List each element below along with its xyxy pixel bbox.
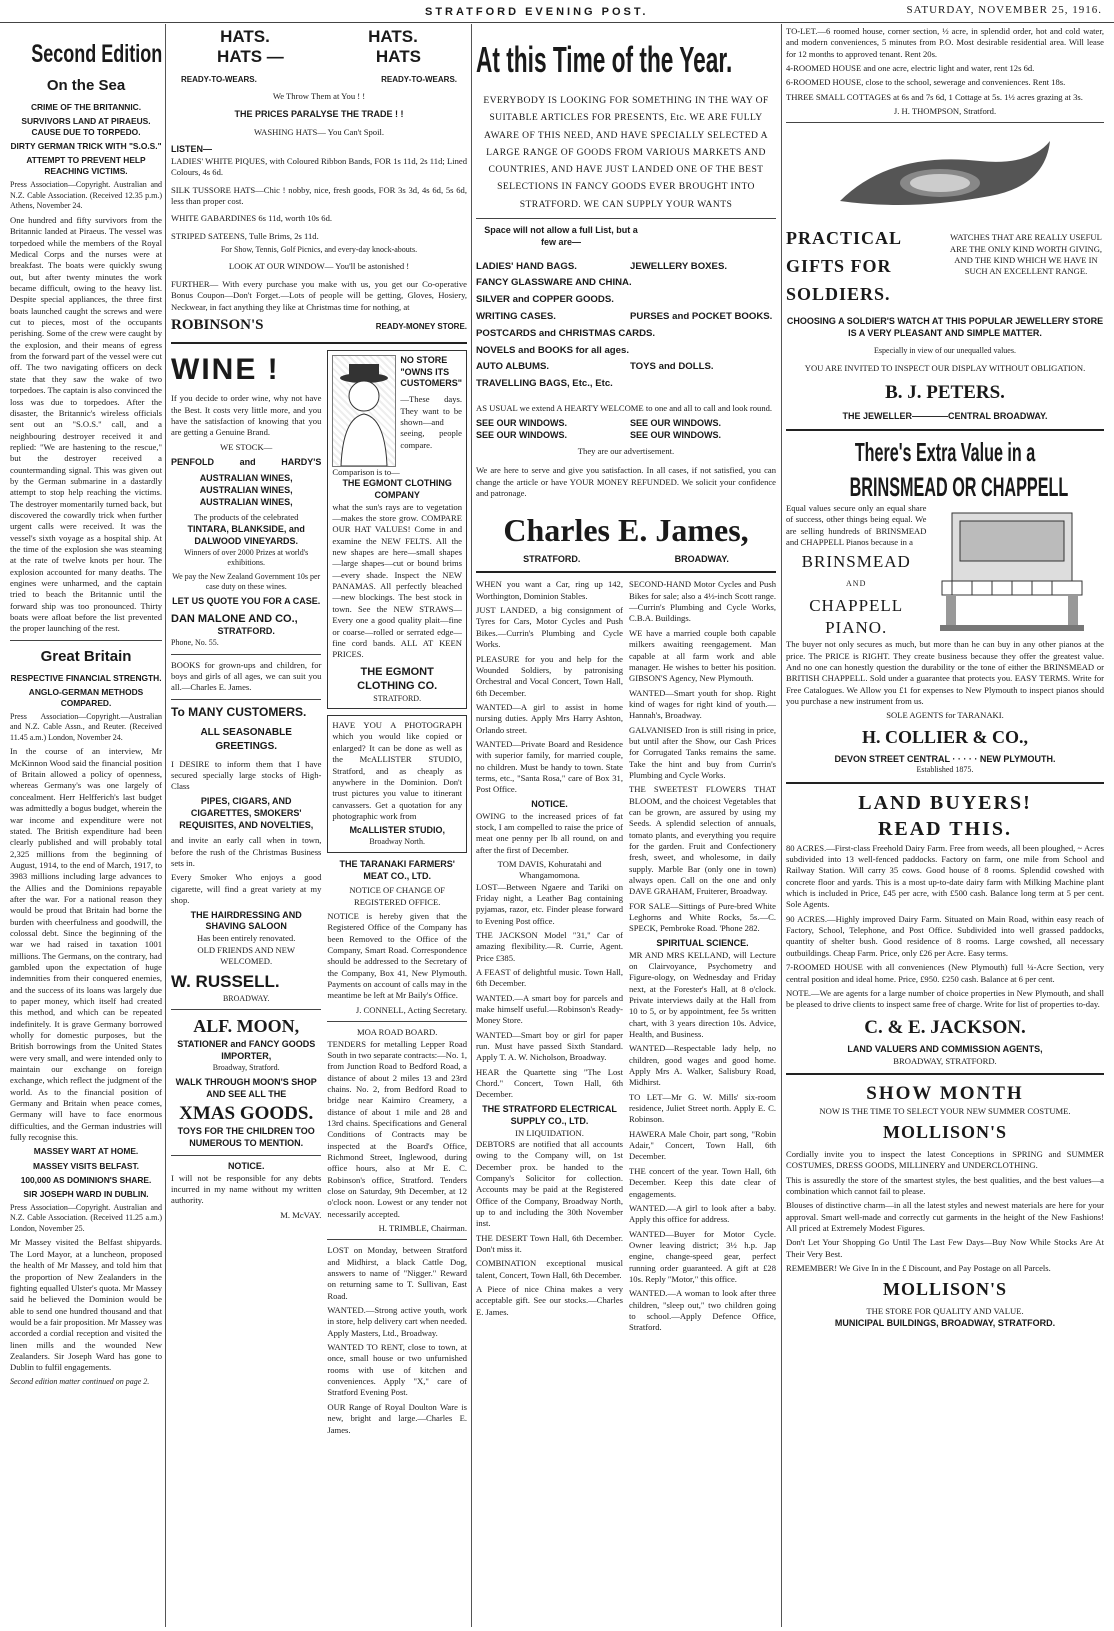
notice-heading: NOTICE.: [531, 798, 568, 809]
studio-name: McALLISTER STUDIO,: [349, 825, 445, 836]
classified-ad: WHEN you want a Car, ring up 142, Worthington, Dominion Stables.: [476, 579, 623, 601]
invited-text: YOU ARE INVITED TO INSPECT OUR DISPLAY WITHOUT OBLIGATION.: [804, 362, 1086, 373]
notice-sign: TOM DAVIS, Kohuratahi and Whangamomona.: [497, 858, 602, 881]
greeting-many: To MANY CUSTOMERS.: [171, 704, 307, 719]
issue-date: SATURDAY, NOVEMBER 25, 1916.: [906, 4, 1102, 16]
malone-name: DAN MALONE AND CO.,: [171, 612, 298, 625]
edition-heading: Second Edition: [31, 40, 162, 68]
notice-body: OWING to the increased prices of fat stock, I am compelled to raise the price of meat one penny per lb all round, on and after the first of December.: [476, 810, 623, 855]
tolet-ad: 6-ROOMED HOUSE, close to the school, sewerage and conveniences. Rent 18s.: [786, 77, 1066, 88]
hats-show: For Show, Tennis, Golf Picnics, and every-day knock-abouts.: [220, 244, 418, 254]
subheading: SIR JOSEPH WARD IN DUBLIN.: [23, 1188, 149, 1199]
moon-walk: WALK THROUGH MOON'S SHOP AND SEE ALL THE: [175, 1077, 317, 1100]
classified-ad: COMBINATION exceptional musical talent, Concert, Town Hall, 6th December.: [476, 1258, 623, 1280]
subheading: MASSEY VISITS BELFAST.: [33, 1160, 139, 1171]
ready-label: READY-TO-WEARS.: [181, 74, 257, 84]
land-note: NOTE.—We are agents for a large number of choice properties in New Plymouth, and shall be pleased to drive clients to inspect same free of charge. Write for list of properties to-day.: [786, 987, 1104, 1010]
invite-text: and invite an early call when in town, before the rush of the Christmas Business sets in.: [171, 835, 322, 869]
tolet-ad: TO-LET.—6 roomed house, corner section, ½ acre, in splendid order, hot and cold water, and modern conveniences, 5 minutes from P.O. Most desirable residential area. Will lease for 12 months to approved tenant. Rent 20s.: [786, 26, 1104, 59]
james-item: WRITING CASES.: [476, 310, 556, 322]
hats-line: We Throw Them at You ! !: [272, 91, 366, 102]
classified-ad: GALVANISED Iron is still rising in price, but until after the Show, our Cash Prices for Corrugated Tanks remains the same. Take the hint and buy from Currin's Plumbing and Cycle Works.: [629, 724, 776, 780]
classified-ad: LOST—Between Ngaere and Tariki on Friday night, a Leather Bag containing pyjamas, razor, etc. Finder please forward to Evening Post office.: [476, 881, 623, 926]
wine-line: AUSTRALIAN WINES,: [199, 484, 293, 495]
classified-ad: HAWERA Male Choir, part song, "Robin Adair," Concert, Town Hall, 6th December.: [629, 1128, 776, 1162]
mollison-text: REMEMBER! We Give In in the £ Discount, and Pay Postage on all Parcels.: [786, 1263, 1051, 1274]
james-street: BROADWAY.: [674, 553, 729, 564]
sole-agents: SOLE AGENTS for TARANAKI.: [886, 710, 1004, 721]
studio-addr: Broadway North.: [369, 837, 425, 847]
renovated-text: Has been entirely renovated.: [197, 933, 296, 944]
man-portrait-icon: [333, 356, 395, 466]
saloon-text: THE HAIRDRESSING AND SHAVING SALOON: [190, 909, 302, 932]
piano-body: The buyer not only secures as much, but more than he can buy in any other pianos at the price. The PRICE is RIGHT. They create business because they offer the greatest value. And no one can honestly question the durability or the tone of either the BRINSMEAD or BRITISH CHAPPELL. Sold under a guarantee that protects you. EASY TERMS. Write for Free Catalogues. We Allow you £1 for expenses to New Plymouth to inspect pianos should you purchase a new instrument from us.: [786, 639, 1104, 707]
spiritual-heading: SPIRITUAL SCIENCE.: [656, 937, 749, 948]
hats-line: THE PRICES PARALYSE THE TRADE ! !: [234, 108, 404, 119]
books-ad: BOOKS for grown-ups and children, for boys and girls of all ages, we can suit you all.—Charles E. James.: [171, 659, 322, 693]
egmont-heading: NO STORE "OWNS ITS CUSTOMERS": [400, 354, 462, 389]
newspaper-title: STRATFORD EVENING POST.: [425, 6, 649, 18]
subheading: 100,000 AS DOMINION'S SHARE.: [20, 1174, 152, 1185]
piano-brand: AND: [846, 579, 867, 589]
land-item: 80 ACRES.—First-class Freehold Dairy Farm. Free from weeds, all been ploughed, ~ Acres subdivided into 13 well-fenced paddocks. Factory on farm, one mile from School and Railway Station. Will carry 35 cows. Good house of 8 rooms. Splendid cowshed with concrete floor and yards. This is a most up-to-date dairy farm with Milking Machine plant which is included in Price, £45 per acre, with £500 cash. Balance long term at 5 per cent. Sole Agents.: [786, 842, 1104, 910]
hats-item: SILK TUSSORE HATS—Chic ! nobby, nice, fresh goods, FOR 3s 3d, 4s 6d, 5s 6d, less than proper cost.: [171, 184, 467, 206]
mollison-text: Blouses of distinctive charm—in all the latest styles and newest materials are here for your approval. Smart well-made and correctly cut garments in the height of the New Fashions! All priced at Extremely Modest Figures.: [786, 1200, 1104, 1234]
james-item: SILVER and COPPER GOODS.: [476, 294, 614, 306]
trimble-sign: H. TRIMBLE, Chairman.: [378, 1223, 467, 1234]
james-space: Space will not allow a full List, but a few are—: [484, 224, 638, 247]
article-body: In the course of an interview, Mr McKinnon Wood said the financial position of Britain allowed a policy of openness, whereas Germany's was one largely of concealment. Herr Helfferich's last budget was admittedly a bogus budget, wherein the war income and expenditure were not stated. The British expenditure had been clearly published and will probably total 2,325 millions from the beginning of August, 1914, to the end of March, 1917, to 3983 millions including large advances to the Allies and the Dominions repayable after the war. For a national reason they would be proud that Britain had borne the burden with cheerfulness and goodwill, the colossal debt. Since the beginning of the war we had raised in taxation 1001 millions. The Germans, on the contrary, had gambled upon the expectation of huge indemnities from their conquered enemies, and the success of its loans was largely due to paper money, which itself had created this method, and which can be repeated indefinitely. It is grave Germany borrowed wholly for domestic purposes, but the British borrowings from the United States were very small, and were intended only to maintain our exchange on foreign exchange, which reflect the judgment of the world. As to the financial position of Germany and Britain when peace comes, Germany will have to face enormous difficulties, and the German industries will fully recognise this.: [10, 746, 162, 1143]
classified-ad: WANTED—Smart youth for shop. Right kind of wages for right kind of youth.—Hannah's, Broadway.: [629, 687, 776, 721]
wine-products: The products of the celebrated: [193, 512, 299, 523]
illustration-man-in-hat: [332, 355, 396, 467]
column-ads-left: [171, 26, 467, 1631]
hats-item: LADIES' WHITE PIQUES, with Coloured Ribbon Bands, FOR 1s 11d, 2s 11d; Lined Colours, 4s 6d.: [171, 155, 467, 178]
piano-brand: CHAPPELL: [809, 596, 904, 616]
james-windows: SEE OUR WINDOWS.: [476, 430, 568, 441]
russell-addr: BROADWAY.: [222, 993, 270, 1003]
show-sub: NOW IS THE TIME TO SELECT YOUR NEW SUMMER COSTUME.: [819, 1105, 1071, 1116]
james-item: JEWELLERY BOXES.: [630, 260, 728, 272]
notice-change-heading: NOTICE OF CHANGE OF REGISTERED OFFICE.: [349, 885, 446, 907]
piano-brand: BRINSMEAD: [801, 552, 911, 572]
classified-ad: A Piece of nice China makes a very acceptable gift. See our stocks.—Charles E. James.: [476, 1283, 623, 1317]
column-rule: [781, 24, 782, 1627]
piano-icon: [932, 503, 1092, 633]
mollison-quality: THE STORE FOR QUALITY AND VALUE.: [866, 1306, 1024, 1317]
james-serve: We are here to serve and give you satisfaction. In all cases, if not satisfied, you can change the article or have YOUR MONEY REFUNDED. We solicit your confidence and patronage.: [476, 465, 776, 498]
jackson-addr: BROADWAY, STRATFORD.: [893, 1055, 997, 1066]
egmont-ad: [327, 350, 467, 709]
masthead: [0, 0, 1114, 23]
mollison-name: MOLLISON'S: [882, 1122, 1008, 1143]
brand-penfold: PENFOLD: [171, 456, 215, 467]
classified-ad: PLEASURE for you and help for the Wounded Soldiers, by patronising Orchestral and Vocal Concert, Town Hall, 6th December.: [476, 653, 623, 698]
classified-ad: WANTED.—A girl to look after a baby. Apply this office for address.: [629, 1202, 776, 1225]
mollison-addr: MUNICIPAL BUILDINGS, BROADWAY, STRATFORD.: [834, 1317, 1056, 1328]
classified-ad: THE DESERT Town Hall, 6th December. Don't miss it.: [476, 1232, 623, 1254]
column-ads-right: [786, 26, 1104, 1631]
tolet-ad: 4-ROOMED HOUSE and one acre, electric light and water, rent 12s 6d.: [786, 63, 1035, 74]
especially-text: Especially in view of our unequalled values.: [874, 346, 1016, 356]
egmont-town: STRATFORD.: [373, 693, 422, 703]
classified-ad: WANTED—Respectable lady help, no children, good wages and good home. Apply Mrs A. Walker, Salisbury Road, Midhirst.: [629, 1043, 776, 1088]
moa-heading: MOA ROAD BOARD.: [356, 1027, 438, 1038]
dateline: Press Association—Copyright.—Australian and N.Z. Cable Assn., and Reuter. (Received 11.45 a.m.) London, November 24.: [10, 711, 162, 742]
listen-label: LISTEN—: [171, 143, 213, 154]
egmont-sign: THE EGMONT CLOTHING CO.: [357, 665, 438, 693]
classified-ad: WANTED—Private Board and Residence with superior family, for married couple, no children. Must be handy to town. State terms, etc., "Santa Rosa," care of Box 31, Post Office.: [476, 738, 623, 795]
james-windows: SEE OUR WINDOWS.: [630, 418, 722, 429]
piano-brands-heading: BRINSMEAD OR CHAPPELL: [849, 472, 1069, 502]
classified-ad: LOST on Monday, between Stratford and Midhirst, a black Cattle Dog, answers to name of "Nigger." Reward on returning same to T. Sullivan, East Road.: [327, 1245, 467, 1301]
choosing-text: CHOOSING A SOLDIER'S WATCH AT THIS POPULAR JEWELLERY STORE IS A VERY PLEASANT AND SIMPLE MATTER.: [786, 316, 1104, 339]
established: Established 1875.: [916, 765, 974, 775]
liquidation-label: IN LIQUIDATION.: [515, 1127, 584, 1138]
classified-ad: WANTED—Buyer for Motor Cycle. Owner leaving district; 3½ h.p. Jap engine, change-speed gear, perfect running order guaranteed. A gift at £28 10s. Reply "Motor," this office.: [629, 1228, 776, 1284]
smoker-text: Every Smoker Who enjoys a good cigarette, will find a great variety at my shop.: [171, 872, 322, 906]
subheading: CRIME OF THE BRITANNIC.: [30, 101, 142, 112]
wine-duty: We pay the New Zealand Government 10s per case duty on these wines.: [172, 571, 321, 592]
classified-ad: OUR Range of Royal Doulton Ware is new, bright and large.—Charles E. James.: [327, 1401, 467, 1435]
land-item: 90 ACRES.—Highly improved Dairy Farm. Situated on Main Road, within easy reach of Factory, School, Telephone, and Post Office. Subdivided into well grassed paddocks, quantity of shelter bush. Good residence of 8 rooms. Large cowshed, all necessary outbuildings. Cheap Farm. Price, only £26 per Acre. Easy terms.: [786, 913, 1104, 958]
pipes-text: PIPES, CIGARS, AND CIGARETTES, SMOKERS' REQUISITES, AND NOVELTIES,: [179, 795, 314, 830]
classified-ad: JUST LANDED, a big consignment of Tyres for Cars, Motor Cycles and Push Bikes.—Currin's Plumbing and Cycle Works.: [476, 605, 623, 650]
article-body: One hundred and fifty survivors from the Britannic landed at Piraeus. The vessel was torpedoed while the members of the Royal Medical Corps and the nurses were at breakfast. The boats were quickly swung out, but after twenty minutes the work became difficult, owing to the heavy list. Despite special appliances, the three first boats launched caught the screws and were cut to pieces, most of the occupants perishing. Some of the crew were caught by the explosion, and their means of egress from the forward part of the vessel were cut off. The two navigating officers on deck state that they saw the wake of two torpedoes. The captain is also convinced the loss was due to torpedoes. After the disaster, the Britannic's wireless officials sent out an "S.O.S." call, and a neighbouring destroyer received it and replied: "We are hastening to the rescue," but the destroyer received a countermanding signal. This was given out by the German submarine in a dastardly attempt to stop help reaching the victims. The destroyer momentarily turned back, but discovered the cowardly trick when further urgent calls were received. It was the vessel's sixth voyage as a hospital ship. At the time of the explosion she was steaming at the rate of twelve knots per hour. The explosion accounted for many deaths. The engines were unharmed, and the captain tried to beach the Britannic until the forward ship was too pronounced. Thirty boats were afloat before the list prevented the proper launching of the rest.: [10, 215, 162, 634]
wine-stock-label: WE STOCK—: [220, 441, 273, 452]
malone-town: STRATFORD.: [217, 626, 275, 637]
extra-value-heading: There's Extra Value in a: [854, 437, 1036, 467]
hats-subheading: HATS — HATS: [217, 47, 421, 67]
dateline: Press Association—Copyright. Australian and N.Z. Cable Association. (Received 11.25 a.m.) London, November 25.: [10, 1202, 162, 1233]
wine-winners: Winners of over 2000 Prizes at world's exhibitions.: [184, 547, 309, 568]
classified-ad: SECOND-HAND Motor Cycles and Push Bikes for sale; also a 4½-inch Scott range.—Currin's Plumbing and Cycle Works, C.B.A. Buildings.: [629, 579, 776, 624]
moon-addr: Broadway, Stratford.: [212, 1062, 280, 1072]
egmont-name: THE EGMONT CLOTHING COMPANY: [342, 477, 452, 500]
thompson-sign: J. H. THOMPSON, Stratford.: [893, 106, 997, 117]
classified-ad: THE SWEETEST FLOWERS THAT BLOOM, and the choicest Vegetables that can be grown, are assured by using my Seeds. A splendid selection of annuals, tomato plants, and everything you require for the garden. Fruit and Confectionery fresh, sweet, and wholesome, in daily supply. Marble Bar (only one in town) always open. Call on the one and only DAVE GRAHAM, Fruiterer, Broadway.: [629, 784, 776, 897]
hats-look: LOOK AT OUR WINDOW— You'll be astonished !: [228, 261, 410, 272]
classified-ad: WANTED.—A smart boy for parcels and make himself useful.—Robinson's Ready-Money Store.: [476, 992, 623, 1026]
classified-ad: WANTED.—A woman to look after three children, "sleep out," two children going to school.—Apply Defence Office, Stratford.: [629, 1288, 776, 1333]
classified-ad: HEAR the Quartette sing "The Lost Chord." Concert, Town Hall, 6th December.: [476, 1066, 623, 1100]
robinsons-name: ROBINSON'S: [171, 316, 264, 333]
taranaki-heading: THE TARANAKI FARMERS' MEAT CO., LTD.: [339, 858, 455, 881]
column-rule: [165, 24, 166, 1627]
james-windows: SEE OUR WINDOWS.: [476, 418, 568, 429]
classified-ad: WANTED—A girl to assist in home nursing duties. Apply Mrs Harry Ashton, Orlando street.: [476, 701, 623, 735]
wine-intro: If you decide to order wine, why not have the Best. It costs very little more, and you have the satisfaction of knowing that you are getting a Genuine Brand.: [171, 393, 322, 438]
mollison-name: MOLLISON'S: [882, 1279, 1008, 1300]
section-heading: On the Sea: [46, 77, 126, 94]
photo-body: HAVE YOU A PHOTOGRAPH which you would like copied or enlarged? It can be done as well as the McALLISTER STUDIO, Stratford, and as cheaply as anywhere in the Dominion. Don't trust pictures you value to itinerant canvassers. Get a quotation for any photographic work from: [332, 720, 462, 821]
show-heading: SHOW MONTH: [866, 1082, 1024, 1104]
notice-body: I will not be responsible for any debts incurred in my name without my written authority.: [171, 1172, 322, 1206]
james-town: STRATFORD.: [523, 553, 581, 564]
land-subheading: READ THIS.: [877, 818, 1013, 841]
subheading: DIRTY GERMAN TRICK WITH "S.O.S.": [10, 141, 162, 152]
hats-line: WASHING HATS— You Can't Spoil.: [254, 126, 384, 137]
wine-vineyards: TINTARA, BLANKSIDE, and DALWOOD VINEYARDS.: [187, 523, 305, 546]
classified-ad: WE have a married couple both capable milkers awaiting reengagement. Man capable at all farm work and able manager. He wishes to better his position. GIBSON'S Agency, New Plymouth.: [629, 627, 776, 684]
column-ads-middle: [476, 26, 776, 1631]
subheading: RESPECTIVE FINANCIAL STRENGTH.: [10, 672, 162, 683]
wine-line: AUSTRALIAN WINES,: [199, 496, 293, 507]
notice-heading: NOTICE.: [227, 1160, 265, 1171]
land-heading: LAND BUYERS!: [858, 791, 1032, 814]
brand-hardys: HARDY'S: [281, 456, 322, 467]
classified-ad: WANTED TO RENT, close to town, at once, small house or two unfurnished rooms with use of kitchen and conveniences. Apply "X," care of Stratford Evening Post.: [327, 1342, 467, 1398]
james-welcome: AS USUAL we extend A HEARTY WELCOME to one and all to call and look round.: [476, 402, 773, 413]
wine-quote: LET US QUOTE YOU FOR A CASE.: [172, 595, 321, 606]
watch-icon: [830, 131, 1060, 221]
moon-name: ALF. MOON,: [193, 1016, 300, 1037]
peters-name: B. J. PETERS.: [885, 382, 1005, 404]
tolet-ad: THREE SMALL COTTAGES at 6s and 7s 6d, 1 Cottage at 5s. 1½ acres grazing at 3s.: [786, 91, 1083, 102]
wine-heading: WINE !: [171, 352, 280, 386]
brand-and: and: [239, 456, 256, 467]
james-item: FANCY GLASSWARE AND CHINA.: [476, 277, 632, 289]
james-intro: EVERYBODY IS LOOKING FOR SOMETHING IN THE WAY OF SUITABLE ARTICLES FOR PRESENTS, Etc. WE ARE FULLY AWARE OF THIS NEED, AND HAVE SPECIALLY SELECTED A LARGE RANGE OF GOODS FROM VARIOUS MARKETS AND COUNTRIES, AND HAVE JUST LANDED ONE OF THE BEST SELECTIONS IN FANCY GOODS EVER BROUGHT INTO STRATFORD. WE CAN SUPPLY YOUR WANTS: [483, 95, 769, 210]
jackson-name: C. & E. JACKSON.: [864, 1016, 1026, 1038]
classified-ad: THE JACKSON Model "31," Car of amazing flexibility.—R. Currie, Agent. Price £385.: [476, 929, 623, 963]
watches-text: WATCHES THAT ARE REALLY USEFUL ARE THE ONLY KIND WORTH GIVING, AND THE KIND WHICH WE HAVE IN SUCH AN EXCELLENT RANGE.: [949, 232, 1103, 277]
photo-ad: [327, 715, 467, 853]
mollison-text: Cordially invite you to inspect the latest Conceptions in SPRING and SUMMER COSTUMES, DRESS GOODS, MILLINERY and UNDERCLOTHING.: [786, 1149, 1104, 1171]
desire-text: I DESIRE to inform them that I have secured specially large stocks of High-Class: [171, 758, 322, 792]
column-news: [10, 26, 162, 1631]
james-windows: SEE OUR WINDOWS.: [630, 430, 722, 441]
jeweller-line: THE JEWELLER————CENTRAL BROADWAY.: [842, 411, 1048, 422]
subheading: ATTEMPT TO PREVENT HELP REACHING VICTIMS.: [26, 155, 146, 177]
friends-text: OLD FRIENDS AND NEW WELCOMED.: [197, 944, 296, 966]
malone-phone: Phone, No. 55.: [171, 638, 219, 647]
notice-sign: M. McVAY.: [280, 1209, 322, 1220]
subheading: SURVIVORS LAND AT PIRAEUS. CAUSE DUE TO TORPEDO.: [21, 115, 151, 137]
watch-illustration: [786, 128, 1104, 224]
hats-item: STRIPED SATEENS, Tulle Brims, 2s 11d.: [171, 230, 319, 241]
ready-money-label: READY-MONEY STORE.: [375, 321, 467, 331]
subheading: MASSEY WART AT HOME.: [33, 1146, 139, 1157]
collier-name: H. COLLIER & CO.,: [861, 726, 1029, 747]
moon-role: STATIONER and FANCY GOODS IMPORTER,: [177, 1039, 316, 1061]
notice-change-body: NOTICE is hereby given that the Registered Office of the Company has been Removed to the Office of the Company, Smart Road. Correspondence should be addressed to the Secretary of the Company, Box 41, New Plymouth. Payments on account of calls may in the meantime be left at Mr Baily's Office.: [327, 911, 467, 1001]
classified-ad: WANTED—Smart boy or girl for paper run. Must have passed Sixth Standard. Apply T. A. W. Nicholson, Broadway.: [476, 1029, 623, 1063]
greeting-seasonable: ALL SEASONABLE GREETINGS.: [200, 727, 292, 752]
egmont-body: —These days. They want to be shown—and seeing, people compare.: [400, 394, 462, 450]
spiritual-body: MR AND MRS KELLAND, will Lecture on Clairvoyance, Psychometry and Figure-ology, on Wednesday and Friday next, at the Forester's Hall, at 8 o'clock. Private interviews daily at the Hall from 10 to 5, or by appointment, fee 5s written chart, with 3 years direction 10s. Advice, Health, and Business.: [629, 949, 776, 1040]
further-text: FURTHER— With every purchase you make with us, you get our Co-operative Bonus Coupon—Don't Forget.—Lots of people will be getting, Gloves, Hosiery, Neckwear, in fact anything they like at Christmas time for nothing, at: [171, 278, 467, 312]
james-headline: At this Time of the Year.: [476, 39, 733, 80]
james-item: PURSES and POCKET BOOKS.: [630, 310, 773, 322]
classified-ad: A FEAST of delightful music. Town Hall, 6th December.: [476, 966, 623, 989]
dateline: Press Association—Copyright. Australian and N.Z. Cable Association. (Received 12.35 p.m.) Athens, November 24.: [10, 180, 162, 211]
james-item: TOYS and DOLLS.: [630, 361, 714, 373]
james-item: TRAVELLING BAGS, Etc., Etc.: [476, 378, 613, 390]
jackson-role: LAND VALUERS AND COMMISSION AGENTS,: [847, 1043, 1043, 1054]
mollison-text: Don't Let Your Shopping Go Until The Last Few Days—Buy Now While Stocks Are At Their Very Best.: [786, 1237, 1104, 1259]
moon-toys: TOYS FOR THE CHILDREN TOO NUMEROUS TO MENTION.: [177, 1126, 315, 1149]
collier-addr: DEVON STREET CENTRAL · · · · · NEW PLYMOUTH.: [834, 753, 1056, 764]
classified-ad: FOR SALE—Sittings of Pure-bred White Leghorns and White Rocks, 5s.—C. SPECK, Pembroke Road. 'Phone 282.: [629, 900, 776, 934]
xmas-goods: XMAS GOODS.: [179, 1103, 314, 1125]
hats-item: WHITE GABARDINES 6s 11d, worth 10s 6d.: [171, 213, 333, 224]
connell-sign: J. CONNELL, Acting Secretary.: [355, 1004, 467, 1015]
subheading: ANGLO-GERMAN METHODS COMPARED.: [28, 686, 144, 708]
wine-line: AUSTRALIAN WINES,: [199, 472, 293, 483]
section-heading: Great Britain: [40, 647, 132, 665]
land-item: 7-ROOMED HOUSE with all conveniences (New Plymouth) full ¼-Acre Section, very central position and ideal home. Price, £950. £250 cash. Balance at 6 per cent.: [786, 962, 1104, 984]
electrical-heading: THE STRATFORD ELECTRICAL SUPPLY CO., LTD.: [482, 1103, 617, 1126]
column-rule: [471, 24, 472, 1627]
piano-intro: Equal values secure only an equal share of success, other things being equal. We are selling hundreds of BRINSMEAD and CHAPPELL Pianos because in a: [786, 503, 927, 548]
debtors-body: DEBTORS are notified that all accounts owing to the Company will, on 1st December prox. be handed to the Company's Solicitor for collection. Accounts may be paid at the Registered Office of the Company, Broadway North, up to and including the 30th November inst.: [476, 1138, 623, 1229]
james-item: NOVELS and BOOKS for all ages.: [476, 344, 629, 356]
james-name: Charles E. James,: [503, 512, 749, 549]
james-advertisement: They are our advertisement.: [577, 445, 675, 456]
classified-ad: THE concert of the year. Town Hall, 6th December. Keep this date clear of engagements.: [629, 1165, 776, 1199]
article-body: Mr Massey visited the Belfast shipyards. The Lord Mayor, at a luncheon, proposed the health of Mr Massey, and told him that the proportion of New Zealanders in the fighting equalled Ulster's quota. Mr Massey said he believed the Dominion would be able to send one hundred thousand and that would be a fair proposition. Mr Massey was accorded a cordial reception and visited the linen mills and the wounded New Zealanders. Sir Joseph Ward has gone to Dublin to fulfil engagements.: [10, 1237, 162, 1373]
james-item: AUTO ALBUMS.: [476, 361, 550, 373]
hats-heading: HATS. HATS.: [220, 27, 418, 46]
piano-brand: PIANO.: [825, 618, 888, 638]
james-item: LADIES' HAND BAGS.: [476, 260, 577, 272]
ready-label: READY-TO-WEARS.: [381, 74, 457, 84]
practical-heading: PRACTICAL GIFTS FOR SOLDIERS.: [786, 228, 902, 305]
egmont-copy: what the sun's rays are to vegetation—makes the store grow. COMPARE OUR HAT VALUES! Come in and examine the NEW FELTS. All the new shapes are here—small shapes—large shapes—cut or bound brims—every shade. Inspect the NEW PANAMAS. All perfectly bleached—new blockings. The best stock in town. See the NEW STRAWS—Every one a good quality plait—fine or coarse—rolled or serrated edge—fine cord bands. ALL AT KEEN PRICES.: [332, 501, 462, 660]
james-item: POSTCARDS and CHRISTMAS CARDS.: [476, 327, 656, 339]
russell-name: W. RUSSELL.: [171, 972, 280, 992]
egmont-compare: Comparison is to—: [332, 466, 400, 477]
continued-note: Second edition matter continued on page 2.: [10, 1376, 150, 1386]
classified-ad: TO LET—Mr G. W. Mills' six-room residence, Juliet Street north. Apply E. C. Robinson.: [629, 1091, 776, 1125]
piano-illustration: [932, 503, 1104, 639]
classified-ad: WANTED.—Strong active youth, work in store, help delivery cart when needed. Apply Masters, Ltd., Broadway.: [327, 1305, 467, 1338]
mollison-text: This is assuredly the store of the smartest styles, the best qualities, and the best values—a combination which cannot fail to please.: [786, 1174, 1104, 1197]
tenders-body: TENDERS for metalling Lepper Road South in two separate contracts:—No. 1, from Junction Road to Bedford Road, a distance of about 2 miles 13 and 23rd chains. No. 2, from Bedford Road to bridge near Kaimiro Creamery, a distance of about 1 mile and 28 and 13rd chains. Specifications and General Conditions of Contracts may be inspected at the Board's Office, Richmond Street, Inglewood, during office hours, also at Mr E. C. Robinson's office, Stratford. Tenders close on Saturday, 9th December, at 12 o'clock noon. Lowest or any tender not necessarily accepted.: [327, 1038, 467, 1219]
